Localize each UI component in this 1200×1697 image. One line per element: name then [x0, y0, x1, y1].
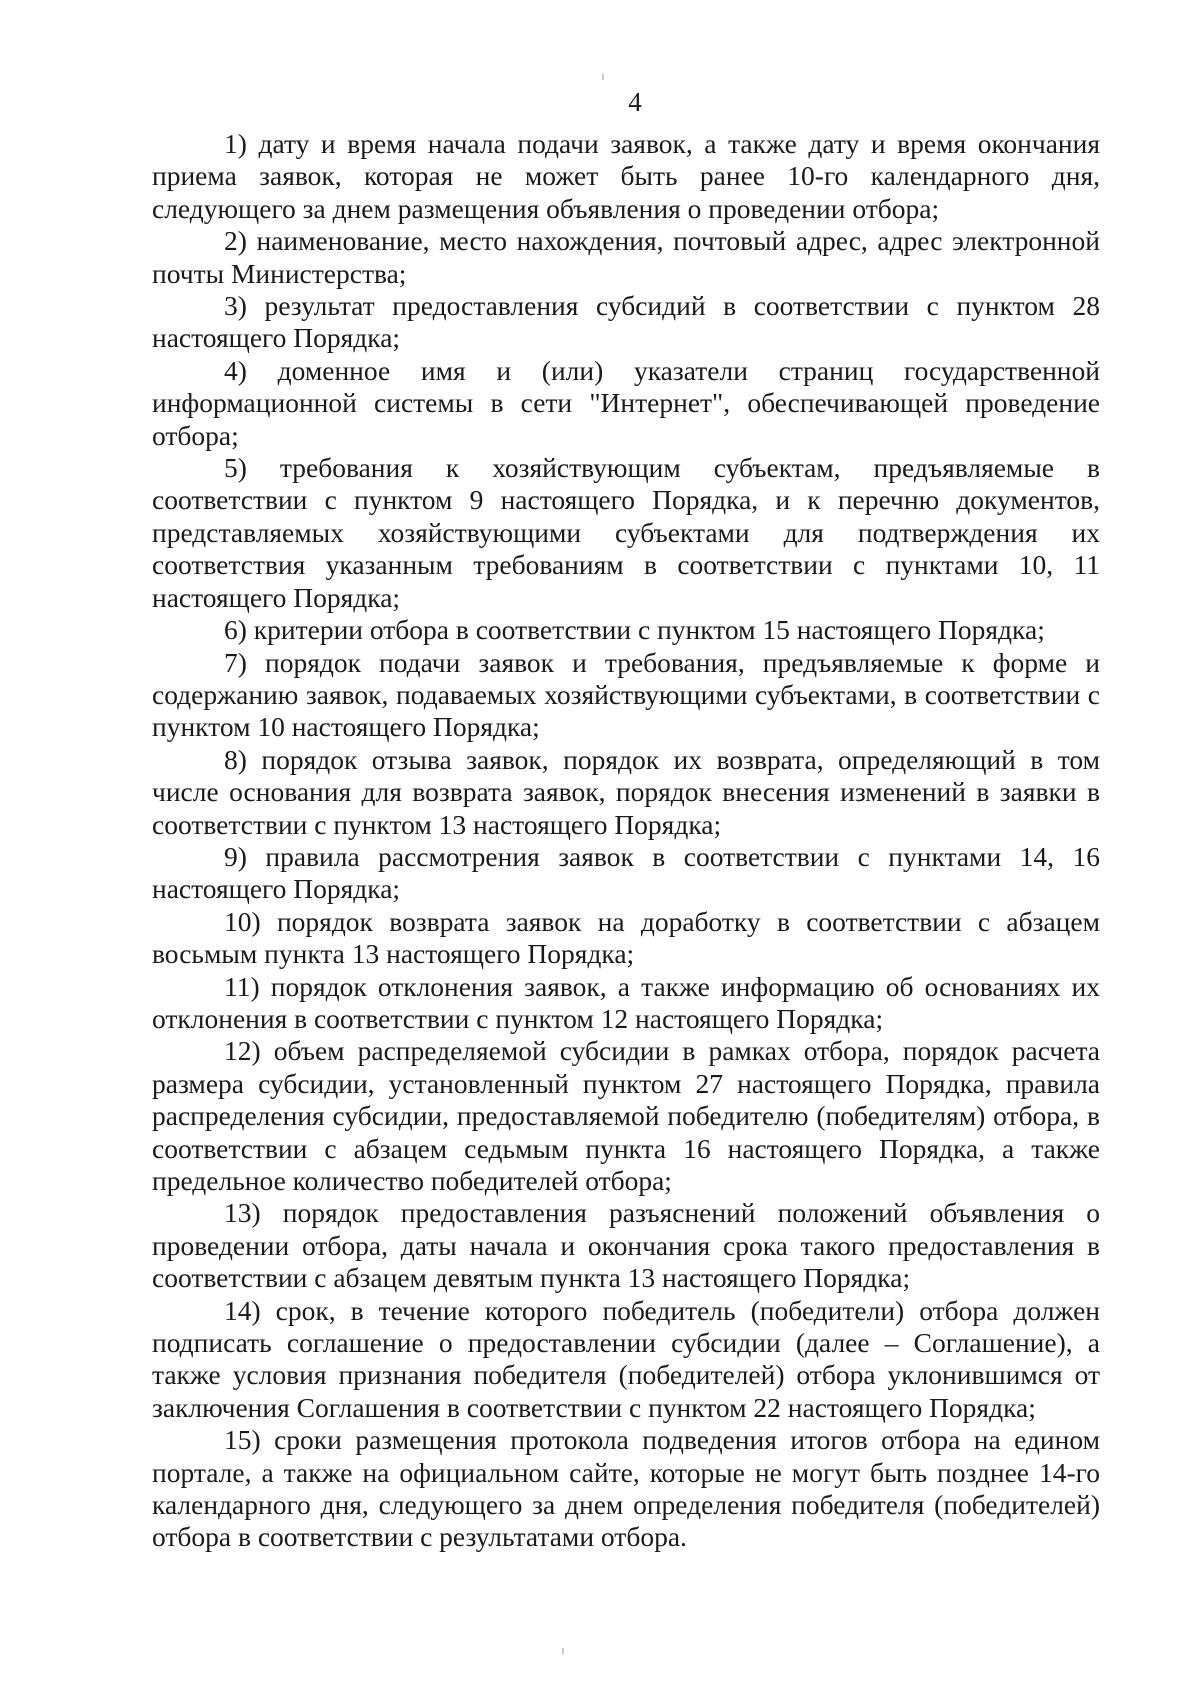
scan-artifact-bottom	[562, 1648, 564, 1654]
list-item-7: 7) порядок подачи заявок и требования, предъявляемые к форме и содержанию заявок, подаваемых хозяйствующими субъектами, в соответствии с пунктом 10 настоящего Порядка;	[152, 646, 1100, 743]
list-item-14: 14) срок, в течение которого победитель (победители) отбора должен подписать соглашение о предоставлении субсидии (далее – Соглашение), а также условия признания победителя (победителей) отбора уклонившимся от заключения Соглашения в соответствии с пунктом 22 настоящего Порядка;	[152, 1294, 1100, 1423]
list-item-9: 9) правила рассмотрения заявок в соответствии с пунктами 14, 16 настоящего Порядка;	[152, 840, 1100, 905]
list-item-5: 5) требования к хозяйствующим субъектам, предъявляемые в соответствии с пунктом 9 настоящего Порядка, и к перечню документов, представляемых хозяйствующими субъектами для подтверждения их соответствия указанным требованиям в соответствии с пунктами 10, 11 настоящего Порядка;	[152, 452, 1100, 613]
list-item-10: 10) порядок возврата заявок на доработку в соответствии с абзацем восьмым пункта 13 настоящего Порядка;	[152, 905, 1100, 970]
document-body	[152, 128, 1100, 1554]
list-item-11: 11) порядок отклонения заявок, а также информацию об основаниях их отклонения в соответствии с пунктом 12 настоящего Порядка;	[152, 970, 1100, 1034]
list-item-4: 4) доменное имя и (или) указатели страниц государственной информационной системы в сети "Интернет", обеспечивающей проведение отбора;	[152, 354, 1100, 451]
scan-artifact-top	[602, 74, 604, 80]
list-item-13: 13) порядок предоставления разъяснений положений объявления о проведении отбора, даты начала и окончания срока такого предоставления в соответствии с абзацем девятым пункта 13 настоящего Порядка;	[152, 1197, 1100, 1294]
list-item-15: 15) сроки размещения протокола подведения итогов отбора на едином портале, а также на официальном сайте, которые не могут быть позднее 14-го календарного дня, следующего за днем определения победителя (победителей) отбора в соответствии с результатами отбора.	[152, 1424, 1100, 1553]
list-item-2: 2) наименование, место нахождения, почтовый адрес, адрес электронной почты Министерства;	[152, 225, 1100, 289]
list-item-3: 3) результат предоставления субсидий в соответствии с пунктом 28 настоящего Порядка;	[152, 290, 1100, 354]
page-number: 4	[628, 87, 642, 117]
list-item-1: 1) дату и время начала подачи заявок, а также дату и время окончания приема заявок, которая не может быть ранее 10-го календарного дня, следующего за днем размещения объявления о проведении отбора;	[152, 128, 1100, 224]
list-item-6: 6) критерии отбора в соответствии с пунктом 15 настоящего Порядка;	[224, 614, 1045, 646]
list-item-8: 8) порядок отзыва заявок, порядок их возврата, определяющий в том числе основания для возврата заявок, порядок внесения изменений в заявки в соответствии с пунктом 13 настоящего Порядка;	[152, 743, 1100, 840]
list-item-12: 12) объем распределяемой субсидии в рамках отбора, порядок расчета размера субсидии, установленный пунктом 27 настоящего Порядка, правила распределения субсидии, предоставляемой победителю (победителям) отбора, в соответствии с абзацем седьмым пункта 16 настоящего Порядка, а также предельное количество победителей отбора;	[152, 1035, 1100, 1196]
